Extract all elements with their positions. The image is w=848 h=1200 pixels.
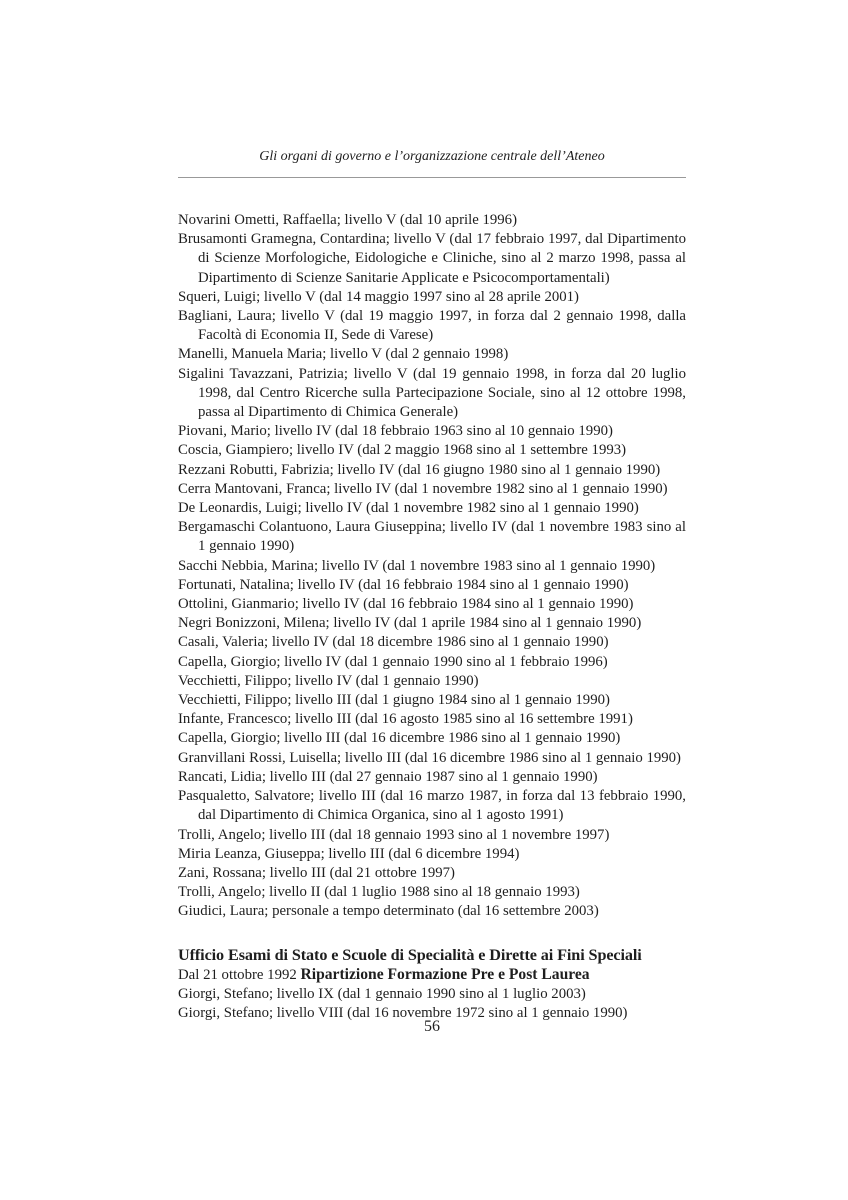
personnel-entry: Trolli, Angelo; livello II (dal 1 luglio 1988 sino al 18 gennaio 1993) <box>178 884 580 901</box>
personnel-entry: Giorgi, Stefano; livello VIII (dal 16 novembre 1972 sino al 1 gennaio 1990) <box>178 1005 628 1022</box>
personnel-entry: Brusamonti Gramegna, Contardina; livello V (dal 17 febbraio 1997, dal Dipartimento di Scienze Morfologiche, Eidologiche e Cliniche, sino al 2 marzo 1998, passa al Dipartimento di Scienze Sanitarie Applicate e Psicocomportamentali) <box>178 231 686 286</box>
personnel-entry: Novarini Ometti, Raffaella; livello V (dal 10 aprile 1996) <box>178 212 518 228</box>
personnel-entry: Bergamaschi Colantuono, Laura Giuseppina; livello IV (dal 1 novembre 1983 sino al 1 gennaio 1990) <box>178 519 686 555</box>
personnel-entry: Zani, Rossana; livello III (dal 21 ottobre 1997) <box>178 864 455 881</box>
personnel-entry: De Leonardis, Luigi; livello IV (dal 1 novembre 1982 sino al 1 gennaio 1990) <box>178 500 639 517</box>
personnel-entry: Casali, Valeria; livello IV (dal 18 dicembre 1986 sino al 1 gennaio 1990) <box>178 634 609 651</box>
section-subheading <box>178 965 686 985</box>
section-ufficio-esami <box>178 946 686 1024</box>
personnel-entry: Fortunati, Natalina; livello IV (dal 16 febbraio 1984 sino al 1 gennaio 1990) <box>178 576 629 593</box>
personnel-entry: Rezzani Robutti, Fabrizia; livello IV (dal 16 giugno 1980 sino al 1 gennaio 1990) <box>178 461 661 478</box>
personnel-entry: Pasqualetto, Salvatore; livello III (dal 16 marzo 1987, in forza dal 13 febbraio 1990, dal Dipartimento di Chimica Organica, sino al 1 agosto 1991) <box>178 788 686 824</box>
personnel-entry: Capella, Giorgio; livello IV (dal 1 gennaio 1990 sino al 1 febbraio 1996) <box>178 653 608 670</box>
personnel-entry: Miria Leanza, Giuseppa; livello III (dal 6 dicembre 1994) <box>178 845 520 862</box>
subheading-date: Dal 21 ottobre 1992 <box>178 967 301 984</box>
personnel-entry: Squeri, Luigi; livello V (dal 14 maggio 1997 sino al 28 aprile 2001) <box>178 288 579 305</box>
personnel-entry: Sigalini Tavazzani, Patrizia; livello V (dal 19 gennaio 1998, in forza dal 20 luglio 1998, dal Centro Ricerche sulla Partecipazione Sociale, sino al 12 ottobre 1998, passa al Dipartimento di Chimica Generale) <box>178 365 686 421</box>
page-number: 56 <box>424 1018 440 1035</box>
personnel-entry: Sacchi Nebbia, Marina; livello IV (dal 1 novembre 1983 sino al 1 gennaio 1990) <box>178 557 656 574</box>
section-heading: Ufficio Esami di Stato e Scuole di Specialità e Dirette ai Fini Speciali <box>178 945 642 964</box>
subheading-title: Ripartizione Formazione Pre e Post Laurea <box>300 966 590 984</box>
personnel-entry: Ottolini, Gianmario; livello IV (dal 16 febbraio 1984 sino al 1 gennaio 1990) <box>178 596 634 613</box>
personnel-entry: Vecchietti, Filippo; livello IV (dal 1 gennaio 1990) <box>178 672 479 689</box>
personnel-entry: Capella, Giorgio; livello III (dal 16 dicembre 1986 sino al 1 gennaio 1990) <box>178 730 621 747</box>
running-head: Gli organi di governo e l’organizzazione centrale dell’Ateneo <box>178 148 686 178</box>
personnel-entry: Bagliani, Laura; livello V (dal 19 maggio 1997, in forza dal 2 gennaio 1998, dalla Facoltà di Economia II, Sede di Varese) <box>178 308 686 344</box>
personnel-entry: Coscia, Giampiero; livello IV (dal 2 maggio 1968 sino al 1 settembre 1993) <box>178 442 627 459</box>
personnel-entry: Piovani, Mario; livello IV (dal 18 febbraio 1963 sino al 10 gennaio 1990) <box>178 423 613 440</box>
personnel-entry: Cerra Mantovani, Franca; livello IV (dal 1 novembre 1982 sino al 1 gennaio 1990) <box>178 480 668 497</box>
personnel-entry: Negri Bonizzoni, Milena; livello IV (dal 1 aprile 1984 sino al 1 gennaio 1990) <box>178 615 642 632</box>
personnel-entry: Granvillani Rossi, Luisella; livello III (dal 16 dicembre 1986 sino al 1 gennaio 1990) <box>178 749 681 766</box>
personnel-entry: Infante, Francesco; livello III (dal 16 agosto 1985 sino al 16 settembre 1991) <box>178 711 633 728</box>
personnel-entry: Giorgi, Stefano; livello IX (dal 1 gennaio 1990 sino al 1 luglio 2003) <box>178 986 586 1003</box>
personnel-entry: Rancati, Lidia; livello III (dal 27 gennaio 1987 sino al 1 gennaio 1990) <box>178 768 598 785</box>
personnel-entry: Vecchietti, Filippo; livello III (dal 1 giugno 1984 sino al 1 gennaio 1990) <box>178 692 610 709</box>
page-content <box>178 211 686 1024</box>
personnel-entry: Trolli, Angelo; livello III (dal 18 gennaio 1993 sino al 1 novembre 1997) <box>178 826 610 843</box>
personnel-list <box>178 211 686 922</box>
personnel-entry: Giudici, Laura; personale a tempo determinato (dal 16 settembre 2003) <box>178 903 599 920</box>
personnel-entry: Manelli, Manuela Maria; livello V (dal 2 gennaio 1998) <box>178 346 509 363</box>
